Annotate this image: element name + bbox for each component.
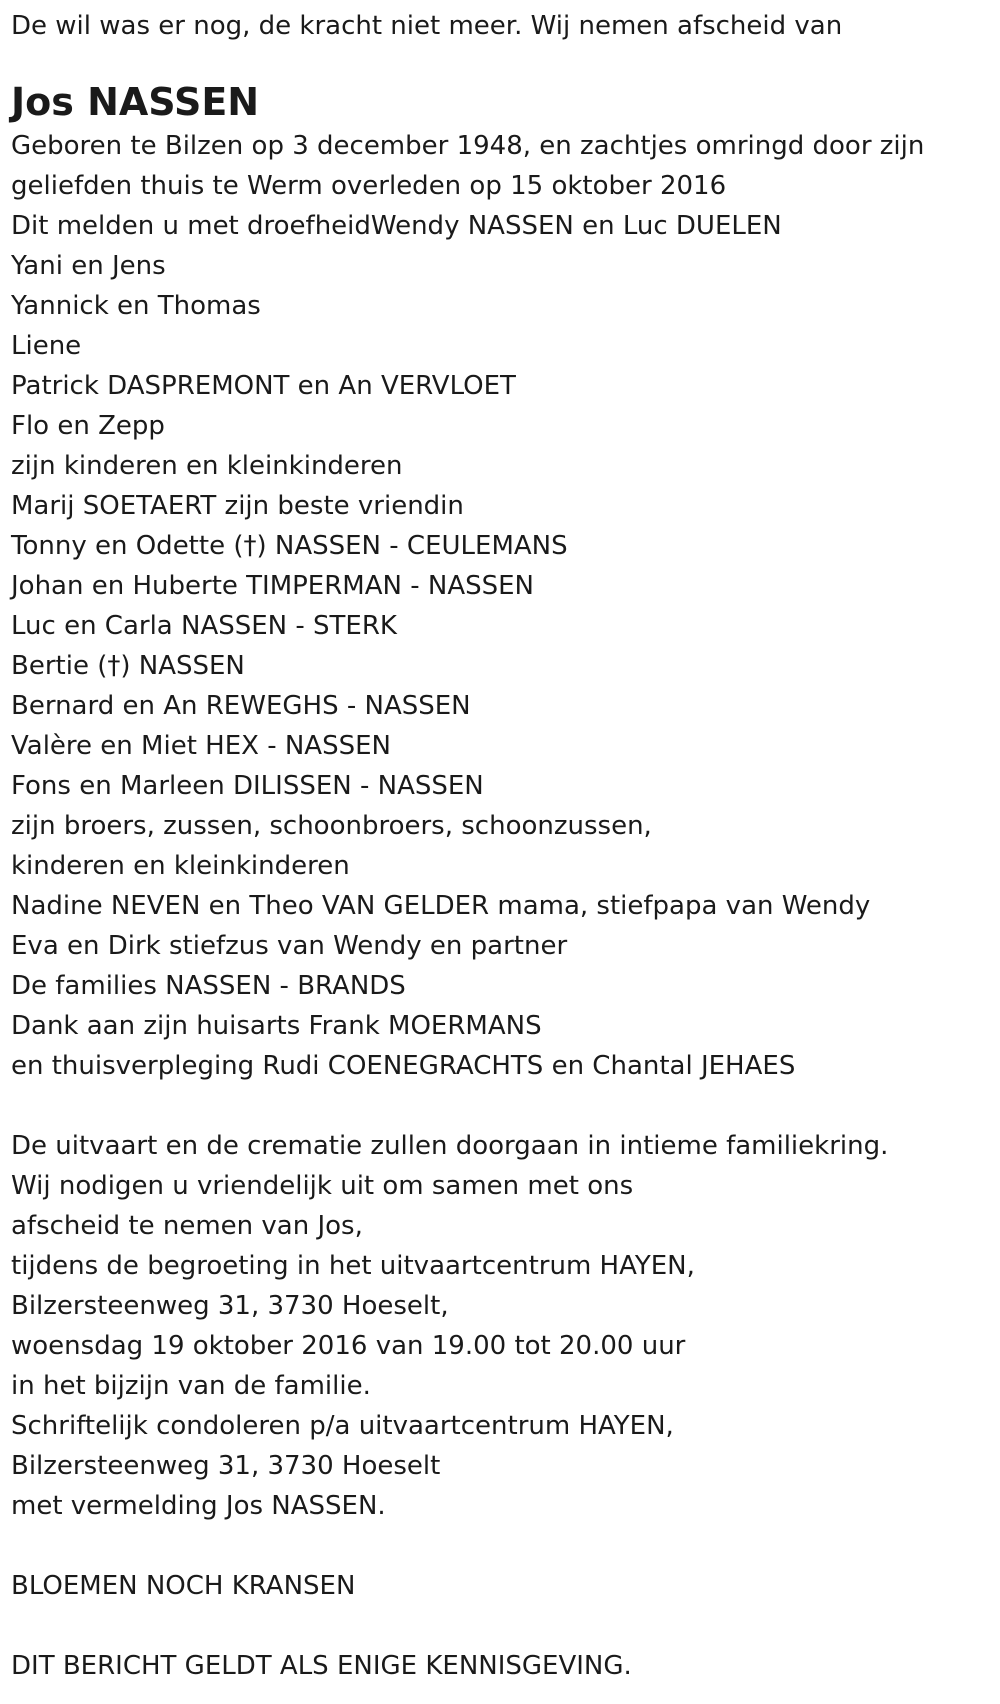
text-line: Dit melden u met droefheidWendy NASSEN en Luc DUELEN [11, 211, 782, 241]
notice-note: DIT BERICHT GELDT ALS ENIGE KENNISGEVING. [11, 1651, 632, 1681]
text-line: Liene [11, 331, 82, 361]
family-list [11, 126, 991, 1086]
text-line: woensdag 19 oktober 2016 van 19.00 tot 20.00 uur [11, 1331, 686, 1361]
text-line: Johan en Huberte TIMPERMAN - NASSEN [11, 571, 534, 601]
text-line: De uitvaart en de crematie zullen doorgaan in intieme familiekring. [11, 1131, 889, 1161]
text-line: afscheid te nemen van Jos, [11, 1211, 363, 1241]
obituary-notice [11, 0, 991, 1686]
deceased-name: Jos NASSEN [11, 80, 260, 124]
text-line: Luc en Carla NASSEN - STERK [11, 611, 397, 641]
text-line: Yani en Jens [11, 251, 166, 281]
text-line: kinderen en kleinkinderen [11, 851, 350, 881]
flowers-section [11, 1566, 991, 1606]
flowers-note: BLOEMEN NOCH KRANSEN [11, 1571, 356, 1601]
text-line: Marij SOETAERT zijn beste vriendin [11, 491, 464, 521]
text-line: Schriftelijk condoleren p/a uitvaartcentrum HAYEN, [11, 1411, 674, 1441]
text-line: met vermelding Jos NASSEN. [11, 1491, 386, 1521]
notice-section [11, 1646, 991, 1686]
text-line: Tonny en Odette (†) NASSEN - CEULEMANS [11, 531, 568, 561]
text-line: Bernard en An REWEGHS - NASSEN [11, 691, 471, 721]
text-line: tijdens de begroeting in het uitvaartcentrum HAYEN, [11, 1251, 695, 1281]
text-line: Nadine NEVEN en Theo VAN GELDER mama, stiefpapa van Wendy [11, 891, 871, 921]
intro-text: De wil was er nog, de kracht niet meer. Wij nemen afscheid van [11, 11, 843, 41]
text-line: Bertie (†) NASSEN [11, 651, 245, 681]
text-line: zijn kinderen en kleinkinderen [11, 451, 403, 481]
text-line: geliefden thuis te Werm overleden op 15 oktober 2016 [11, 171, 727, 201]
text-line: De families NASSEN - BRANDS [11, 971, 406, 1001]
text-line: Valère en Miet HEX - NASSEN [11, 731, 391, 761]
text-line: Fons en Marleen DILISSEN - NASSEN [11, 771, 484, 801]
text-line: en thuisverpleging Rudi COENEGRACHTS en Chantal JEHAES [11, 1051, 796, 1081]
funeral-details [11, 1126, 991, 1526]
text-line: zijn broers, zussen, schoonbroers, schoonzussen, [11, 811, 652, 841]
text-line: in het bijzijn van de familie. [11, 1371, 371, 1401]
text-line: Bilzersteenweg 31, 3730 Hoeselt, [11, 1291, 449, 1321]
text-line: Wij nodigen u vriendelijk uit om samen met ons [11, 1171, 634, 1201]
text-line: Flo en Zepp [11, 411, 165, 441]
text-line: Bilzersteenweg 31, 3730 Hoeselt [11, 1451, 441, 1481]
text-line: Geboren te Bilzen op 3 december 1948, en zachtjes omringd door zijn [11, 131, 925, 161]
text-line: Patrick DASPREMONT en An VERVLOET [11, 371, 516, 401]
text-line: Yannick en Thomas [11, 291, 261, 321]
text-line: Eva en Dirk stiefzus van Wendy en partner [11, 931, 568, 961]
text-line: Dank aan zijn huisarts Frank MOERMANS [11, 1011, 542, 1041]
